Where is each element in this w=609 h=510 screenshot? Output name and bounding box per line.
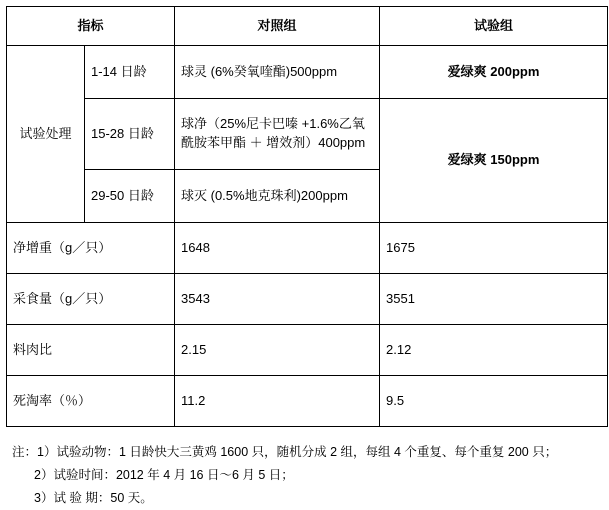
age-range-2: 15-28 日龄 (85, 99, 175, 170)
metric-test-1: 3551 (380, 274, 608, 325)
metric-test-2: 2.12 (380, 325, 608, 376)
metric-name-2: 料肉比 (7, 325, 175, 376)
metric-name-0: 净增重（g／只） (7, 223, 175, 274)
metric-control-0: 1648 (175, 223, 380, 274)
metric-control-3: 11.2 (175, 376, 380, 427)
trial-results-table (6, 6, 608, 427)
footnote-1: 注：1）试验动物：1 日龄快大三黄鸡 1600 只，随机分成 2 组，每组 4 个重复、每个重复 200 只； (12, 445, 558, 459)
footnote-2: 2）试验时间：2012 年 4 月 16 日～6 月 5 日； (34, 468, 294, 483)
table-row (7, 46, 608, 99)
table-row (7, 223, 608, 274)
table-row (7, 325, 608, 376)
control-treatment-1: 球灵 (6%癸氧喹酯)500ppm (175, 46, 380, 99)
metric-control-1: 3543 (175, 274, 380, 325)
table-row (7, 274, 608, 325)
table-row (7, 376, 608, 427)
metric-test-3: 9.5 (380, 376, 608, 427)
treatment-label: 试验处理 (7, 46, 85, 223)
metric-name-3: 死淘率（％） (7, 376, 175, 427)
control-treatment-2: 球净（25%尼卡巴嗪 +1.6%乙氧酰胺苯甲酯 ＋ 增效剂）400ppm (175, 99, 380, 170)
metric-test-0: 1675 (380, 223, 608, 274)
header-test-group: 试验组 (380, 7, 608, 46)
table-header-row (7, 7, 608, 46)
metric-name-1: 采食量（g／只） (7, 274, 175, 325)
table-row (7, 99, 608, 170)
age-range-1: 1-14 日龄 (85, 46, 175, 99)
header-control-group: 对照组 (175, 7, 380, 46)
control-treatment-3: 球灭 (0.5%地克珠利)200ppm (175, 170, 380, 223)
footnote-3: 3）试 验 期：50 天。 (34, 491, 153, 506)
header-indicator: 指标 (7, 7, 175, 46)
test-treatment-1: 爱绿爽 200ppm (380, 46, 608, 99)
footnotes (12, 441, 605, 510)
test-treatment-2: 爱绿爽 150ppm (380, 99, 608, 223)
metric-control-2: 2.15 (175, 325, 380, 376)
age-range-3: 29-50 日龄 (85, 170, 175, 223)
